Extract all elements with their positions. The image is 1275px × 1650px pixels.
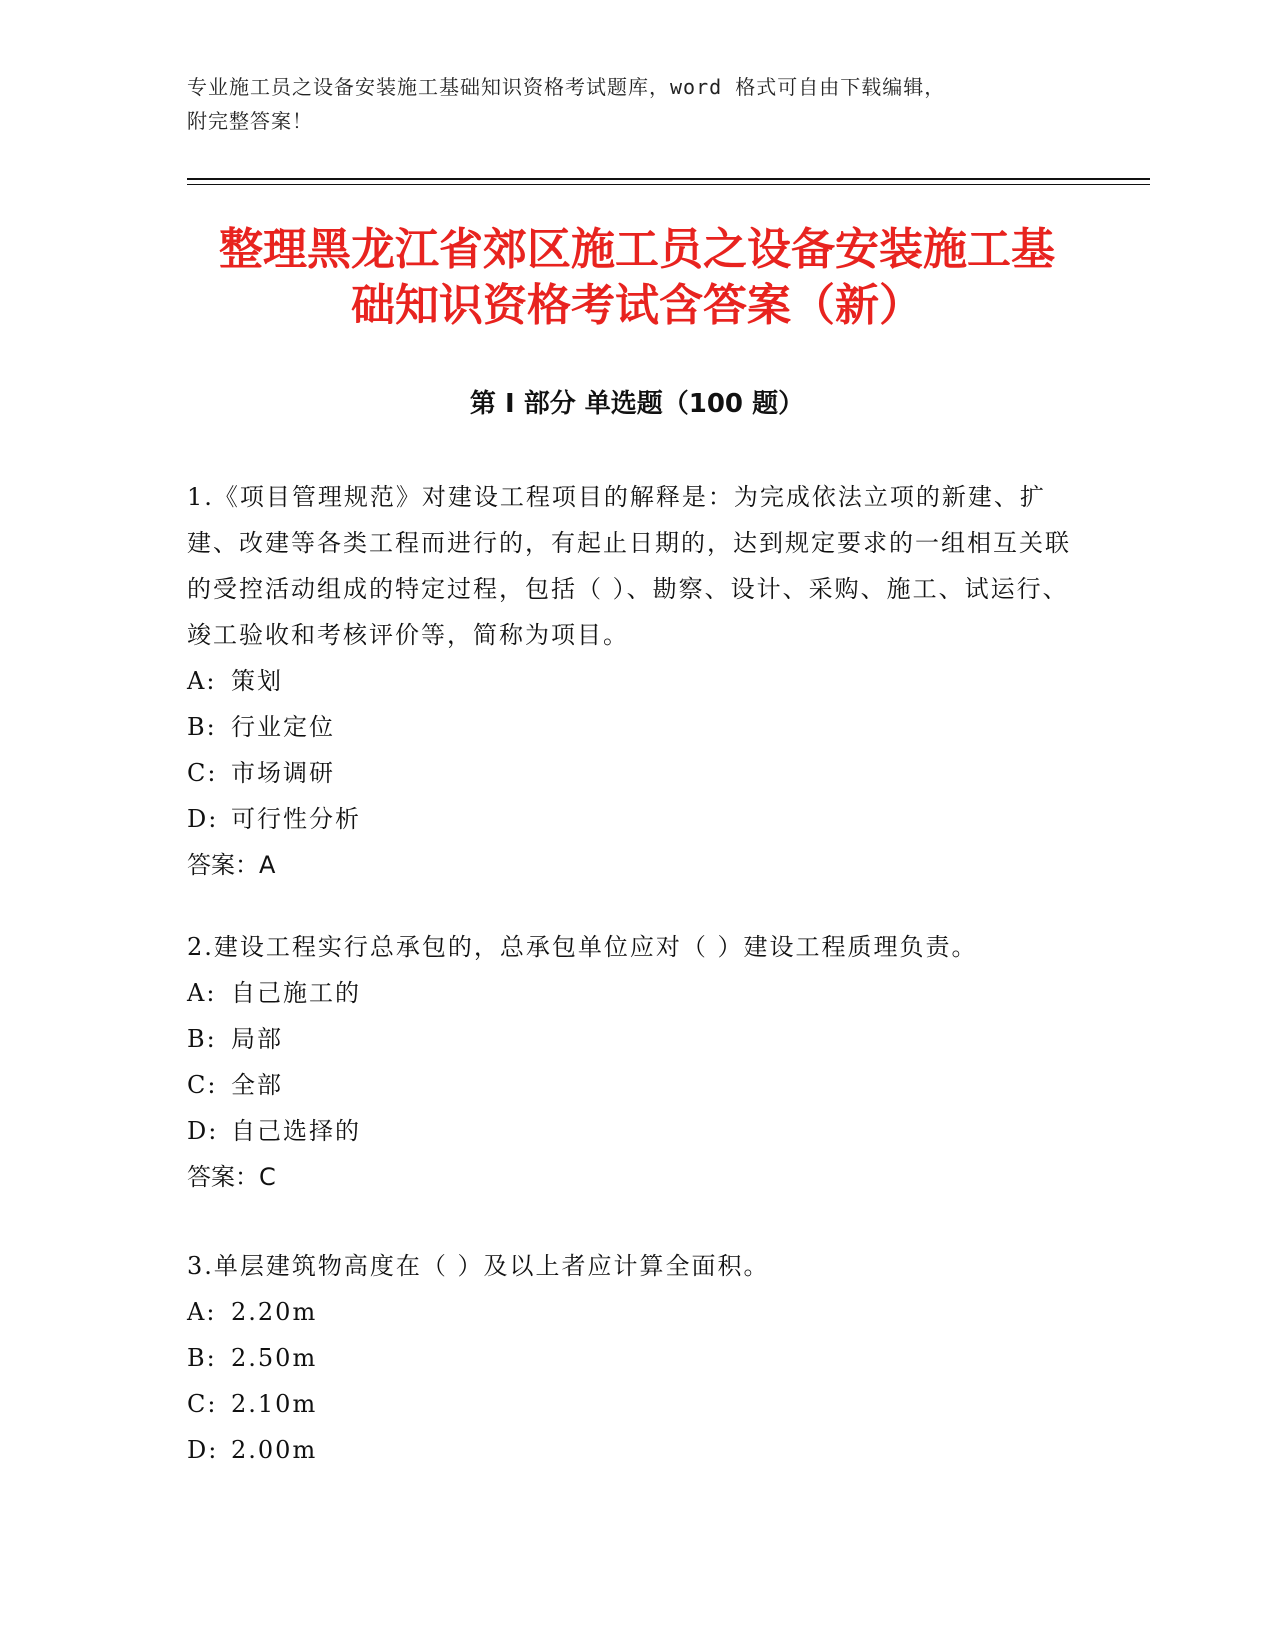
option-label: B: [187,1025,217,1053]
option-label: A: [187,979,217,1007]
option-a [187,970,1077,1016]
option-text: 策划 [231,667,283,695]
option-a [187,658,1077,704]
option-text: 2.50m [231,1344,318,1372]
question-text: 1.《项目管理规范》对建设工程项目的解释是：为完成依法立项的新建、扩建、改建等各类工程而进行的，有起止日期的，达到规定要求的一组相互关联的受控活动组成的特定过程，包括（ ）、勘察、设计、采购、施工、试运行、竣工验收和考核评价等，简称为项目。 [187,483,1071,649]
option-text: 全部 [231,1071,283,1099]
option-c [187,1062,1077,1108]
option-d [187,1427,1077,1473]
option-text: 局部 [231,1025,283,1053]
document-title [187,222,1087,334]
question-1 [187,474,1077,888]
option-c [187,1381,1077,1427]
header-note-line1: 专业施工员之设备安装施工基础知识资格考试题库，word 格式可自由下载编辑， [187,75,946,99]
option-label: D: [187,805,219,833]
option-text: 2.20m [231,1298,318,1326]
option-b [187,704,1077,750]
option-text: 2.00m [231,1436,318,1464]
option-text: 可行性分析 [231,805,361,833]
option-c [187,750,1077,796]
option-b [187,1016,1077,1062]
answer-line: 答案：A [187,851,276,879]
header-note-line2: 附完整答案！ [187,109,313,133]
answer-line: 答案：C [187,1163,276,1191]
option-label: D: [187,1436,219,1464]
option-text: 自己施工的 [231,979,361,1007]
option-text: 2.10m [231,1390,318,1418]
option-label: B: [187,1344,217,1372]
option-label: A: [187,1298,217,1326]
header-note [187,70,1067,138]
option-label: C: [187,1390,218,1418]
option-label: C: [187,759,218,787]
question-2 [187,924,1077,1200]
question-text: 3.单层建筑物高度在（ ）及以上者应计算全面积。 [187,1252,770,1280]
option-text: 市场调研 [231,759,335,787]
option-d [187,796,1077,842]
option-a [187,1289,1077,1335]
header-divider-thick [187,178,1150,180]
header-divider-thin [187,184,1150,185]
option-label: C: [187,1071,218,1099]
question-3 [187,1243,1077,1473]
option-text: 自己选择的 [231,1117,361,1145]
option-b [187,1335,1077,1381]
question-text: 2.建设工程实行总承包的，总承包单位应对（ ）建设工程质理负责。 [187,933,978,961]
option-text: 行业定位 [231,713,335,741]
document-title-line1: 整理黑龙江省郊区施工员之设备安装施工基 [219,224,1055,275]
option-label: B: [187,713,217,741]
option-label: A: [187,667,217,695]
option-d [187,1108,1077,1154]
document-title-line2: 础知识资格考试含答案（新） [351,280,923,331]
option-label: D: [187,1117,219,1145]
section-title: 第 I 部分 单选题（100 题） [469,389,805,419]
